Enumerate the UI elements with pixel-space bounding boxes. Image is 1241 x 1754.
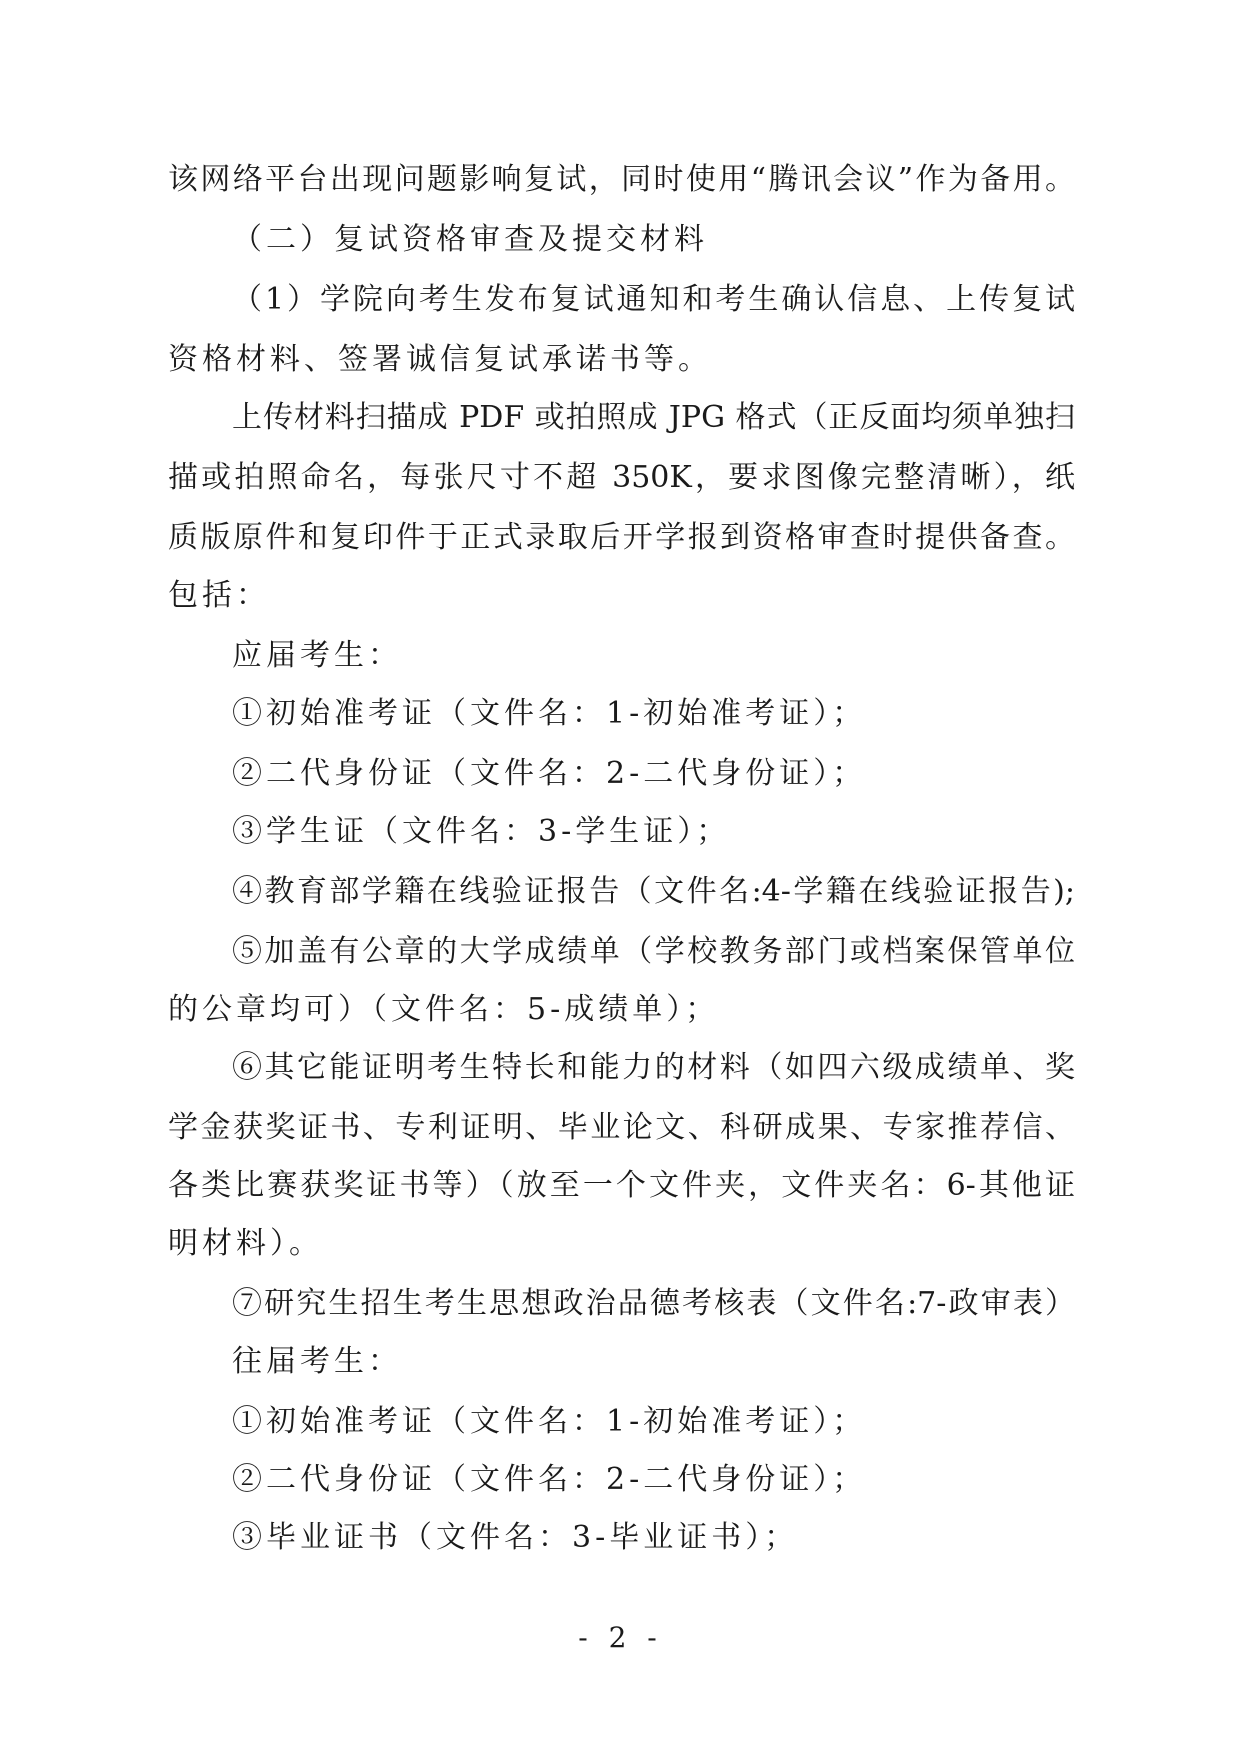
- list-item: ④教育部学籍在线验证报告（文件名:4-学籍在线验证报告);: [232, 874, 1075, 909]
- text-line: 资格材料、签署诚信复试承诺书等。: [168, 342, 712, 377]
- text-line: 明材料）。: [168, 1226, 323, 1261]
- text-line: 的公章均可）（文件名：5-成绩单）；: [168, 992, 720, 1027]
- list-item: ⑦研究生招生考生思想政治品德考核表（文件名:7-政审表）: [232, 1286, 1075, 1321]
- text-line: 质版原件和复印件于正式录取后开学报到资格审查时提供备查。: [168, 520, 1075, 555]
- section-heading: （二）复试资格审查及提交材料: [232, 222, 708, 257]
- category-label: 往届考生：: [232, 1344, 402, 1379]
- text-line: 包括：: [168, 578, 270, 613]
- text-line: 学金获奖证书、专利证明、毕业论文、科研成果、专家推荐信、: [168, 1110, 1075, 1145]
- text-line: 上传材料扫描成 PDF 或拍照成 JPG 格式（正反面均须单独扫: [232, 400, 1075, 435]
- text-line: 该网络平台出现问题影响复试，同时使用“腾讯会议”作为备用。: [168, 162, 1075, 197]
- text-line: （1）学院向考生发布复试通知和考生确认信息、上传复试: [232, 282, 1075, 317]
- list-item: ⑥其它能证明考生特长和能力的材料（如四六级成绩单、奖: [232, 1050, 1075, 1085]
- list-item: ③学生证（文件名：3-学生证）；: [232, 814, 731, 849]
- text-line: 描或拍照命名，每张尺寸不超 350K，要求图像完整清晰），纸: [168, 460, 1075, 495]
- list-item: ①初始准考证（文件名：1-初始准考证）；: [232, 696, 867, 731]
- list-item: ②二代身份证（文件名：2-二代身份证）；: [232, 756, 867, 791]
- page-number: - 2 -: [578, 1621, 663, 1654]
- list-item: ②二代身份证（文件名：2-二代身份证）；: [232, 1462, 867, 1497]
- text-line: 各类比赛获奖证书等）（放至一个文件夹，文件夹名：6-其他证: [168, 1168, 1075, 1203]
- list-item: ⑤加盖有公章的大学成绩单（学校教务部门或档案保管单位: [232, 934, 1075, 969]
- list-item: ①初始准考证（文件名：1-初始准考证）；: [232, 1404, 867, 1439]
- list-item: ③毕业证书（文件名：3-毕业证书）；: [232, 1520, 799, 1555]
- category-label: 应届考生：: [232, 638, 402, 673]
